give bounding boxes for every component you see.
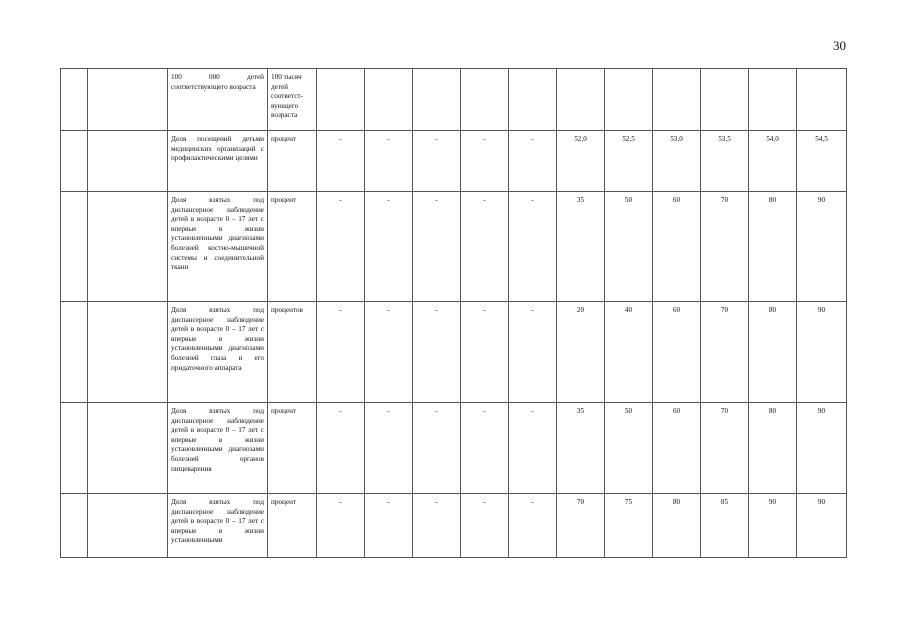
cell-value: 50 [605, 192, 653, 302]
table-row [61, 131, 847, 192]
cell-unit: процент [268, 403, 317, 494]
cell-indicator-name: 100 000 детей соответствующего возраста [168, 69, 268, 131]
cell-group [88, 302, 168, 403]
table-row [61, 302, 847, 403]
cell-unit: процентов [268, 302, 317, 403]
cell-value: 75 [605, 494, 653, 558]
cell-value: 52,0 [557, 131, 605, 192]
cell-indicator-name: Доля взятых под диспансерное наблюдение детей в возрасте 0 – 17 лет с впервые в жизни установленными диагнозами болезней костно-мышечной системы и соединительной ткани [168, 192, 268, 302]
cell-value [701, 69, 749, 131]
cell-value: - [461, 131, 509, 192]
cell-value: 54,0 [749, 131, 797, 192]
cell-value: - [365, 302, 413, 403]
cell-value: 70 [701, 192, 749, 302]
cell-value [653, 69, 701, 131]
cell-index [61, 302, 88, 403]
table-row [61, 192, 847, 302]
page-number: 30 [833, 38, 846, 53]
cell-value: 70 [557, 494, 605, 558]
cell-value: 80 [749, 403, 797, 494]
cell-value: 80 [653, 494, 701, 558]
cell-value: 54,5 [797, 131, 847, 192]
cell-value: 35 [557, 403, 605, 494]
cell-value: 90 [797, 403, 847, 494]
cell-value: 90 [797, 192, 847, 302]
cell-group [88, 494, 168, 558]
cell-value: - [509, 302, 557, 403]
cell-indicator-name: Доля взятых под диспансерное наблюдение детей в возрасте 0 – 17 лет с впервые в жизни установленными [168, 494, 268, 558]
cell-value: 60 [653, 403, 701, 494]
cell-value: - [461, 494, 509, 558]
cell-indicator-name: Доля взятых под диспансерное наблюдение детей в возрасте 0 – 17 лет с впервые в жизни установленными диагнозами болезней органов пищеварения [168, 403, 268, 494]
cell-value: 52,5 [605, 131, 653, 192]
indicators-table [60, 68, 847, 558]
cell-value: 53,5 [701, 131, 749, 192]
cell-value: - [365, 192, 413, 302]
cell-value: 60 [653, 302, 701, 403]
cell-value: - [413, 403, 461, 494]
cell-unit: 100 тысяч детей соответст-вующего возраста [268, 69, 317, 131]
cell-value: - [413, 131, 461, 192]
cell-value [797, 69, 847, 131]
cell-value [557, 69, 605, 131]
cell-value: - [317, 302, 365, 403]
cell-value: - [317, 494, 365, 558]
cell-value: 70 [701, 302, 749, 403]
cell-value [365, 69, 413, 131]
cell-value [413, 69, 461, 131]
cell-index [61, 131, 88, 192]
cell-value: - [509, 192, 557, 302]
cell-unit: процент [268, 192, 317, 302]
cell-index [61, 494, 88, 558]
cell-value: 90 [797, 302, 847, 403]
cell-value: - [509, 494, 557, 558]
cell-index [61, 403, 88, 494]
cell-value: - [317, 131, 365, 192]
cell-value [461, 69, 509, 131]
cell-value [317, 69, 365, 131]
cell-value: - [365, 494, 413, 558]
cell-value: - [317, 403, 365, 494]
cell-index [61, 192, 88, 302]
cell-value: 50 [605, 403, 653, 494]
table-row [61, 69, 847, 131]
cell-value: 60 [653, 192, 701, 302]
cell-unit: процент [268, 131, 317, 192]
cell-indicator-name: Доля посещений детьми медицинских организаций с профилактическими целями [168, 131, 268, 192]
table-row [61, 494, 847, 558]
cell-value [509, 69, 557, 131]
cell-value: - [461, 403, 509, 494]
cell-group [88, 403, 168, 494]
cell-value: - [413, 494, 461, 558]
cell-index [61, 69, 88, 131]
cell-group [88, 69, 168, 131]
cell-value: 40 [605, 302, 653, 403]
table-row [61, 403, 847, 494]
cell-value: - [413, 192, 461, 302]
cell-value: 90 [797, 494, 847, 558]
cell-value: - [413, 302, 461, 403]
cell-value: 20 [557, 302, 605, 403]
cell-value: 80 [749, 192, 797, 302]
cell-group [88, 131, 168, 192]
cell-value: 85 [701, 494, 749, 558]
cell-unit: процент [268, 494, 317, 558]
cell-group [88, 192, 168, 302]
cell-value: - [365, 403, 413, 494]
cell-value: 35 [557, 192, 605, 302]
cell-value: - [509, 131, 557, 192]
cell-value: - [461, 192, 509, 302]
cell-value: - [317, 192, 365, 302]
cell-value: 80 [749, 302, 797, 403]
cell-value: - [509, 403, 557, 494]
cell-value [605, 69, 653, 131]
cell-value: 53,0 [653, 131, 701, 192]
cell-indicator-name: Доля взятых под диспансерное наблюдение детей в возрасте 0 – 17 лет с впервые в жизни установленными диагнозами болезней глаза и его придаточного аппарата [168, 302, 268, 403]
cell-value: 90 [749, 494, 797, 558]
cell-value [749, 69, 797, 131]
cell-value: 70 [701, 403, 749, 494]
cell-value: - [461, 302, 509, 403]
cell-value: - [365, 131, 413, 192]
